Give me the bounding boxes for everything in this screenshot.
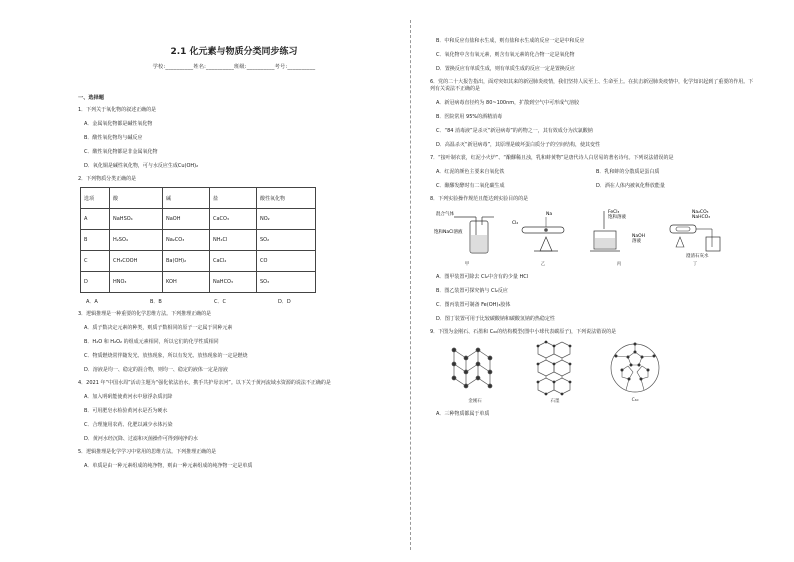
q1-option-b: B．酸性氧化物均与碱反应 bbox=[84, 135, 143, 141]
limewater-label: 澄清石灰水 bbox=[686, 254, 709, 259]
apparatus-yi bbox=[510, 207, 576, 267]
right-column bbox=[430, 38, 754, 418]
table-row bbox=[81, 251, 316, 272]
sodium-chlorine-tube-diagram bbox=[510, 207, 576, 259]
q4-option-a: A．加入明矾能使黄河水中悬浮杂质沉降 bbox=[84, 394, 173, 400]
q6-option-a: A．新冠病毒直径约为 80~100nm，扩散到空气中可形成气溶胶 bbox=[436, 100, 580, 106]
c60-structure-image bbox=[604, 340, 666, 396]
column-divider bbox=[410, 20, 411, 550]
diamond-structure-image bbox=[444, 340, 506, 396]
q7-option-b: B．乳和蚌的分散质是蛋白质 bbox=[596, 169, 660, 175]
q1-option-c: C．酸性氧化物都是非金属氧化物 bbox=[84, 149, 158, 155]
table-cell: HNO₃ bbox=[110, 272, 163, 293]
gas-washing-bottle-diagram bbox=[434, 207, 500, 259]
q2-choice-c: C．C bbox=[214, 299, 226, 305]
table-cell: 酸性氧化物 bbox=[257, 188, 316, 209]
table-cell: CaCO₃ bbox=[210, 209, 257, 230]
table-cell: NO₂ bbox=[257, 209, 316, 230]
apparatus-label-yi: 乙 bbox=[540, 262, 546, 267]
q3-option-c: C．物质燃烧常伴随发光、放热现象，所以有发光、放热现象的一定是燃烧 bbox=[84, 353, 248, 359]
q1-option-d: D．氧化铜是碱性氧化物，可与水反应生成Cu(OH)₂ bbox=[84, 163, 199, 169]
table-row bbox=[81, 209, 316, 230]
q8-option-a: A．图甲装置可除去 Cl₂中含有的少量 HCl bbox=[436, 274, 529, 280]
apparatus-ding bbox=[662, 207, 728, 267]
q2-choice-d: D．D bbox=[278, 299, 291, 305]
graphite-figure bbox=[524, 340, 586, 404]
solution-label: 溶液 bbox=[632, 239, 641, 244]
apparatus-label-jia: 甲 bbox=[464, 262, 470, 267]
diamond-figure bbox=[444, 340, 506, 404]
mixed-gas-label: 混合气体 bbox=[436, 212, 454, 217]
q4-option-d: D．黄河水经沉降、过滤和灭菌操作可得到纯净的水 bbox=[84, 436, 198, 442]
table-cell: SO₃ bbox=[257, 272, 316, 293]
question-6: 6．党的二十大报告指出，面对突如其来的新冠肺炎疫情，我们坚持人民至上、生命至上。在抗击新冠肺炎疫情中，化学知识起到了重要的作用。下列有关说法不正确的是 bbox=[430, 79, 754, 92]
table-row bbox=[81, 188, 316, 209]
q7-option-d: D．酒在人体内被氧化释放能量 bbox=[596, 183, 665, 189]
nacl-solution-label: 饱和NaCl溶液 bbox=[434, 230, 463, 235]
table-cell: SO₂ bbox=[257, 230, 316, 251]
apparatus-label-ding: 丁 bbox=[692, 262, 698, 267]
table-cell: 盐 bbox=[210, 188, 257, 209]
q2-choice-a: A．A bbox=[86, 299, 98, 305]
table-cell: NaHSO₄ bbox=[110, 209, 163, 230]
q8-option-c: C．图丙装置可制备 Fe(OH)₃胶体 bbox=[436, 302, 511, 308]
question-2: 2．下列物质分类正确的是 bbox=[78, 176, 137, 182]
c60-figure bbox=[604, 340, 666, 404]
na2co3-label: Na₂CO₃ bbox=[692, 210, 709, 215]
thermal-stability-diagram bbox=[662, 207, 728, 259]
graphite-caption: 石墨 bbox=[550, 399, 560, 404]
table-cell: NaOH bbox=[163, 209, 210, 230]
q5-option-d: D．置换反应有单质生成，则有单质生成的反应一定是置换反应 bbox=[436, 66, 575, 72]
classification-table bbox=[80, 187, 316, 293]
table-cell: A bbox=[81, 209, 110, 230]
saturated-solution-label: 饱和溶液 bbox=[608, 215, 626, 220]
q3-option-b: B．H₂O 和 H₂O₂ 的组成元素相同，所以它们的化学性质相同 bbox=[84, 339, 219, 345]
apparatus-figures bbox=[434, 207, 754, 267]
question-3: 3．逻辑推理是一种重要的化学思维方法。下列推理正确的是 bbox=[78, 311, 212, 317]
q7-options-row1 bbox=[430, 169, 754, 176]
question-1: 1．下列关于氧化物的叙述正确的是 bbox=[78, 107, 157, 113]
q1-option-a: A．金属氧化物都是碱性氧化物 bbox=[84, 121, 153, 127]
apparatus-bing bbox=[586, 207, 652, 267]
question-7: 7．“接叶制衣裳，红泥小火炉”、“酿醪稀且浊，乳和蚌黄物”是唐代诗人白居易的著名诗句。下列说法错误的是 bbox=[430, 155, 674, 161]
page-title: 2.1 化元素与物质分类同步练习 bbox=[170, 47, 298, 57]
q5-option-a: A．单质是由一种元素组成的纯净物，则由一种元素组成的纯净物一定是单质 bbox=[84, 463, 253, 469]
graphite-structure-image bbox=[524, 340, 586, 396]
q4-option-c: C．合理施用农药、化肥以减少水体污染 bbox=[84, 422, 173, 428]
table-cell: 酸 bbox=[110, 188, 163, 209]
q6-option-c: C．“84 消毒液”是杀灭“新冠病毒”的药物之一，其有效成分为次氯酸钠 bbox=[436, 128, 593, 134]
table-cell: NaHCO₃ bbox=[210, 272, 257, 293]
table-cell: CH₃COOH bbox=[110, 251, 163, 272]
q7-option-c: C．酿醪发酵时有二氧化碳生成 bbox=[436, 183, 505, 189]
nahco3-label: NaHCO₃ bbox=[692, 215, 710, 220]
table-row bbox=[81, 272, 316, 293]
q7-option-a: A．红泥的颜色主要来自氧化铁 bbox=[436, 169, 505, 175]
q3-option-d: D．溶液是均一、稳定的混合物，则均一、稳定的液体一定是溶液 bbox=[84, 367, 228, 373]
table-cell: B bbox=[81, 230, 110, 251]
fecl3-label: FeCl₃ bbox=[608, 210, 620, 215]
q8-option-b: B．图乙装置可探究钠与 Cl₂反应 bbox=[436, 288, 508, 294]
table-cell: Na₂CO₃ bbox=[163, 230, 210, 251]
na-label: Na bbox=[546, 212, 553, 217]
table-cell: CaCl₂ bbox=[210, 251, 257, 272]
student-info: 学校:__________姓名:__________班级:__________考号:__________ bbox=[152, 64, 316, 70]
question-5: 5．逻辑推理是化学学习中常用的思维方法。下列推理正确的是 bbox=[78, 449, 217, 455]
q8-option-d: D．图丁装置可用于比较碳酸钠和碳酸氢钠的热稳定性 bbox=[436, 316, 555, 322]
table-cell: H₂SO₄ bbox=[110, 230, 163, 251]
diamond-caption: 金刚石 bbox=[468, 399, 482, 404]
table-cell: KOH bbox=[163, 272, 210, 293]
table-row bbox=[81, 230, 316, 251]
q2-choices bbox=[78, 298, 390, 305]
q9-option-a: A．三种物质都属于单质 bbox=[436, 411, 490, 417]
table-cell: D bbox=[81, 272, 110, 293]
question-9: 9．下图为金刚石、石墨和 C₆₀的结构模型(图中小球代表碳原子)，下列说法错误的是 bbox=[430, 329, 617, 335]
apparatus-jia bbox=[434, 207, 500, 267]
table-cell: 碱 bbox=[163, 188, 210, 209]
apparatus-label-bing: 丙 bbox=[616, 262, 622, 267]
c60-caption: C₆₀ bbox=[631, 398, 639, 403]
left-column bbox=[78, 28, 390, 470]
q6-option-d: D．高温杀灭“新冠病毒”，其原理是破坏蛋白质分子的空间结构，使其变性 bbox=[436, 142, 601, 148]
question-4: 4．2021 年“中国水周”活动主题为“强化依法治水，携手共护母亲河”。以下关于黄河流域水资源的说法不正确的是 bbox=[78, 380, 331, 386]
table-cell: NH₄Cl bbox=[210, 230, 257, 251]
question-8: 8．下列实验操作规范且能达到实验目的的是 bbox=[430, 196, 529, 202]
q3-option-a: A．质子数决定元素的种类，则质子数相同的原子一定属于同种元素 bbox=[84, 325, 233, 331]
q7-options-row2 bbox=[430, 183, 754, 190]
table-cell: C bbox=[81, 251, 110, 272]
carbon-structure-figures bbox=[444, 340, 754, 404]
table-cell: 选项 bbox=[81, 188, 110, 209]
q5-option-c: C．氧化物中含有氧元素，则含有氧元素的化合物一定是氧化物 bbox=[436, 52, 575, 58]
colloid-preparation-diagram bbox=[586, 207, 652, 259]
naoh-label: NaOH bbox=[632, 234, 646, 239]
cl2-label: Cl₂ bbox=[512, 221, 519, 226]
q2-choice-b: B．B bbox=[150, 299, 162, 305]
q6-option-b: B．医院常用 95%的酒精消毒 bbox=[436, 114, 503, 120]
q4-option-b: B．可用肥皂水检验黄河水是否为硬水 bbox=[84, 408, 168, 414]
table-cell: Ba(OH)₂ bbox=[163, 251, 210, 272]
table-cell: CO bbox=[257, 251, 316, 272]
q5-option-b: B．中和反应有盐和水生成，则有盐和水生成的反应一定是中和反应 bbox=[436, 38, 585, 44]
section-heading: 一、选择题 bbox=[78, 95, 104, 101]
